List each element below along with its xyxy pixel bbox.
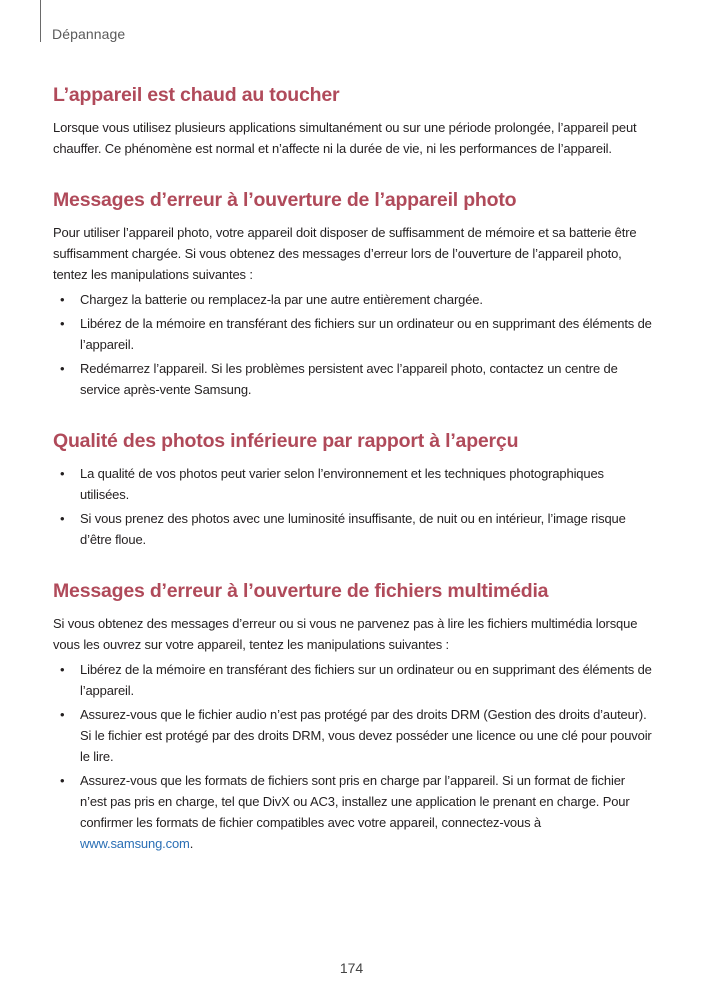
list-item-text: La qualité de vos photos peut varier selon l’environnement et les techniques photographiques utilisées.: [80, 466, 604, 502]
list-item: [53, 659, 653, 701]
bullet-list: [53, 463, 653, 550]
list-item-text: Assurez-vous que le fichier audio n’est pas protégé par des droits DRM (Gestion des droits d’auteur). Si le fichier est protégé par des droits DRM, vous devez posséder une licence ou une clé pour pouvoir le lire.: [80, 707, 652, 764]
bullet-dot-icon: •: [60, 511, 65, 526]
bullet-dot-icon: •: [60, 316, 65, 331]
section-paragraph: Si vous obtenez des messages d’erreur ou si vous ne parvenez pas à lire les fichiers multimédia lorsque vous les ouvrez sur votre appareil, tentez les manipulations suivantes :: [53, 616, 638, 652]
running-header: Dépannage: [52, 26, 126, 42]
section-title: Messages d’erreur à l’ouverture de fichiers multimédia: [53, 580, 549, 602]
list-item: [53, 704, 653, 767]
header-rule: [40, 0, 41, 42]
section-paragraph: Lorsque vous utilisez plusieurs applications simultanément ou sur une période prolongée, l’appareil peut chauffer. Ce phénomène est normal et n’affecte ni la durée de vie, ni les performances de l’appareil.: [53, 120, 637, 156]
list-item-text: Libérez de la mémoire en transférant des fichiers sur un ordinateur ou en supprimant des éléments de l’appareil.: [80, 316, 652, 352]
list-item: [53, 770, 653, 854]
section-title: L’appareil est chaud au toucher: [53, 84, 340, 106]
section-photo-quality: [53, 428, 653, 550]
bullet-dot-icon: •: [60, 292, 65, 307]
list-item: [53, 289, 653, 310]
section-paragraph: Pour utiliser l’appareil photo, votre appareil doit disposer de suffisamment de mémoire et sa batterie être suffisamment chargée. Si vous obtenez des messages d’erreur lors de l’ouverture de l’appareil photo, tentez les manipulations suivantes :: [53, 225, 637, 282]
bullet-dot-icon: •: [60, 466, 65, 481]
section-title: Messages d’erreur à l’ouverture de l’appareil photo: [53, 189, 517, 211]
bullet-dot-icon: •: [60, 361, 65, 376]
sentence-period: .: [189, 836, 194, 851]
bullet-dot-icon: •: [60, 707, 65, 722]
list-item: [53, 358, 653, 400]
list-item-text: Redémarrez l’appareil. Si les problèmes persistent avec l’appareil photo, contactez un centre de service après-vente Samsung.: [80, 361, 618, 397]
samsung-website-link[interactable]: www.samsung.com: [80, 836, 190, 851]
list-item-text: Libérez de la mémoire en transférant des fichiers sur un ordinateur ou en supprimant des éléments de l’appareil.: [80, 662, 652, 698]
list-item: [53, 508, 653, 550]
list-item-text: Si vous prenez des photos avec une luminosité insuffisante, de nuit ou en intérieur, l’image risque d’être floue.: [80, 511, 626, 547]
section-multimedia-errors: [53, 578, 653, 854]
bullet-dot-icon: •: [60, 662, 65, 677]
page-content: [53, 82, 653, 854]
bullet-list: [53, 289, 653, 400]
section-title: Qualité des photos inférieure par rapport à l’aperçu: [53, 430, 519, 452]
section-device-hot: [53, 82, 653, 159]
page-number: 174: [339, 960, 364, 976]
list-item: [53, 313, 653, 355]
bullet-dot-icon: •: [60, 773, 65, 788]
list-item-text: Chargez la batterie ou remplacez-la par une autre entièrement chargée.: [80, 292, 483, 307]
list-item: [53, 463, 653, 505]
bullet-list: [53, 659, 653, 854]
list-item-text: Assurez-vous que les formats de fichiers sont pris en charge par l’appareil. Si un format de fichier n’est pas pris en charge, tel que DivX ou AC3, installez une application le prenant en charge. Pour confirmer les formats de fichier compatibles avec votre appareil, connectez-vous à: [80, 773, 630, 830]
section-camera-errors: [53, 187, 653, 400]
